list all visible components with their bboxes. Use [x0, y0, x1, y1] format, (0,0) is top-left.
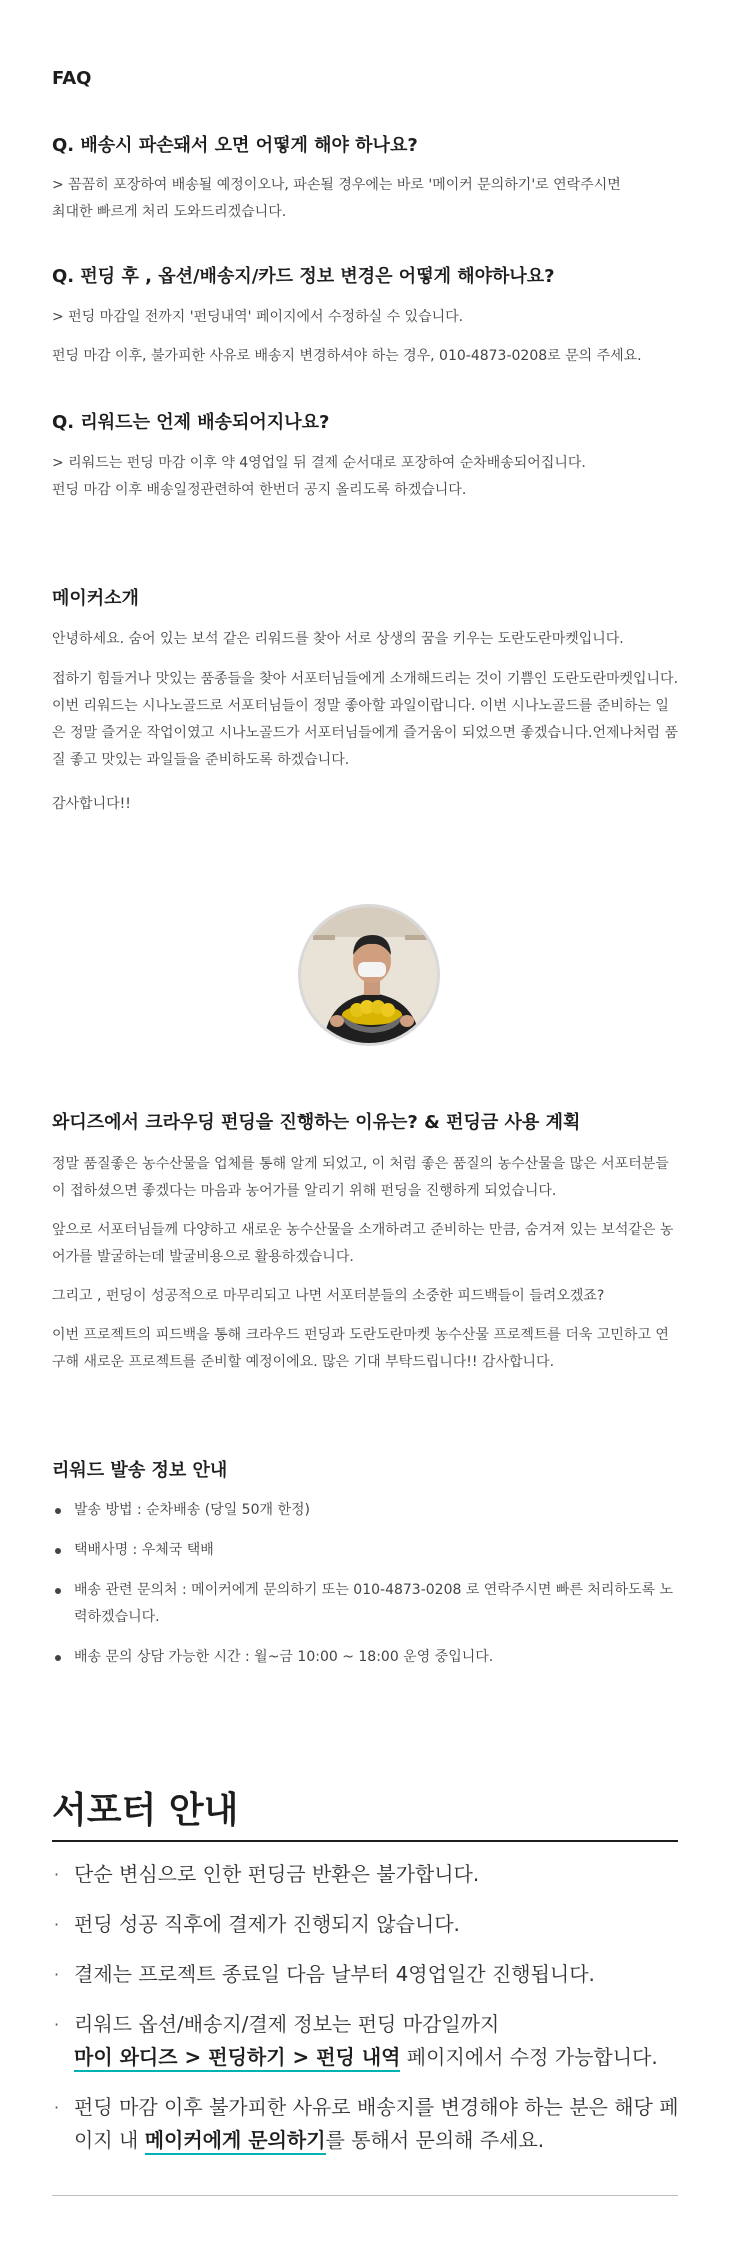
supporter-guide-text: 리워드 옵션/배송지/결제 정보는 펀딩 마감일까지 — [74, 2012, 500, 2036]
bottom-divider — [52, 2195, 678, 2196]
faq-question-1: Q. 배송시 파손돼서 오면 어떻게 해야 하나요? — [52, 135, 418, 156]
bullet-marker-icon: · — [54, 1865, 60, 1884]
bullet-marker-icon: · — [54, 2015, 60, 2034]
shipping-info-item — [52, 1537, 682, 1564]
bullet-dot-icon — [55, 1548, 61, 1554]
faq-question-3: Q. 리워드는 언제 배송되어지나요? — [52, 412, 330, 433]
faq-title: FAQ — [52, 68, 92, 89]
my-wadiz-funding-history-link[interactable]: 마이 와디즈 > 펀딩하기 > 펀딩 내역 — [74, 2045, 400, 2072]
faq-answer-3 — [52, 450, 682, 504]
shipping-info-item — [52, 1577, 682, 1631]
shipping-info-list — [52, 1497, 682, 1684]
reason-paragraph-2: 앞으로 서포터님들께 다양하고 새로운 농수산물을 소개하려고 준비하는 만큼, 숨겨져 있는 보석같은 농어가를 발굴하는데 발굴비용으로 활용하겠습니다. — [52, 1222, 674, 1265]
supporter-guide-text: 결제는 프로젝트 종료일 다음 날부터 4영업일간 진행됩니다. — [74, 1962, 595, 1986]
faq-answer-2-line-2: 펀딩 마감 이후, 불가피한 사유로 배송지 변경하셔야 하는 경우, 010-4873-0208로 문의 주세요. — [52, 348, 642, 364]
faq-answer-3-line-2: 펀딩 마감 이후 배송일정관련하여 한번더 공지 올리도록 하겠습니다. — [52, 482, 467, 498]
faq-answer-1-line-1: > 꼼꼼히 포장하여 배송될 예정이오나, 파손될 경우에는 바로 '메이커 문의하기'로 연락주시면 — [52, 177, 621, 193]
supporter-guide-item — [52, 2091, 682, 2157]
reason-paragraph-1: 정말 품질좋은 농수산물을 업체를 통해 알게 되었고, 이 처럼 좋은 품질의 농수산물을 많은 서포터분들이 접하셨으면 좋겠다는 마음과 농어가를 알리기 위해 펀딩을 진행하게 되었습니다. — [52, 1156, 669, 1199]
faq-answer-2 — [52, 304, 682, 370]
supporter-guide-list — [52, 1858, 682, 2174]
shipping-info-item — [52, 1644, 682, 1671]
maker-avatar — [298, 904, 440, 1046]
bullet-marker-icon: · — [54, 1965, 60, 1984]
maker-photo-image — [301, 907, 440, 1046]
faq-answer-2-line-1: > 펀딩 마감일 전까지 '펀딩내역' 페이지에서 수정하실 수 있습니다. — [52, 309, 464, 325]
supporter-guide-text: 를 통해서 문의해 주세요. — [325, 2128, 545, 2152]
faq-answer-1-line-2: 최대한 빠르게 처리 도와드리겠습니다. — [52, 204, 287, 220]
reason-paragraph-4: 이번 프로젝트의 피드백을 통해 크라우드 펀딩과 도란도란마켓 농수산물 프로젝트를 더욱 고민하고 연구해 새로운 프로젝트를 준비할 예정이에요. 많은 기대 부탁드립니다!! 감사합니다. — [52, 1327, 669, 1370]
reason-title: 와디즈에서 크라우딩 펀딩을 진행하는 이유는? & 펀딩금 사용 계획 — [52, 1112, 581, 1133]
supporter-guide-item — [52, 1908, 682, 1941]
faq-answer-3-line-1: > 리워드는 펀딩 마감 이후 약 4영업일 뒤 결제 순서대로 포장하여 순차배송되어집니다. — [52, 455, 586, 471]
supporter-guide-text: 펀딩 성공 직후에 결제가 진행되지 않습니다. — [74, 1912, 460, 1936]
shipping-info-text: 택배사명 : 우체국 택배 — [74, 1542, 214, 1558]
bullet-dot-icon — [55, 1588, 61, 1594]
supporter-guide-item — [52, 1958, 682, 1991]
reason-paragraph-3: 그리고 , 펀딩이 성공적으로 마무리되고 나면 서포터분들의 소중한 피드백들이 들려오겠죠? — [52, 1288, 605, 1304]
maker-paragraph-2: 접하기 힘들거나 맛있는 품종들을 찾아 서포터님들에게 소개해드리는 것이 기쁨인 도란도란마켓입니다. 이번 리워드는 시나노골드로 서포터님들이 정말 좋아할 과일이랍니다. 이번 시나노골드를 준비하는 일은 정말 즐거운 작업이였고 시나노골드가 서포터님들에게 즐거움이 되었으면 좋겠습니다.언제나처럼 품질 좋고 맛있는 과일들을 준비하도록 하겠습니다. — [52, 671, 679, 768]
shipping-info-title: 리워드 발송 정보 안내 — [52, 1460, 228, 1481]
shipping-info-item — [52, 1497, 682, 1524]
maker-paragraph-3: 감사합니다!! — [52, 796, 131, 812]
faq-answer-1 — [52, 172, 682, 226]
supporter-guide-item — [52, 2008, 682, 2074]
shipping-info-text: 발송 방법 : 순차배송 (당일 50개 한정) — [74, 1502, 310, 1518]
supporter-title-divider — [52, 1840, 678, 1842]
supporter-guide-text: 펀딩 마감 이후 불가피한 사유로 배송지를 변경해야 하는 분은 해당 페이지 내 — [74, 2095, 679, 2152]
bullet-dot-icon — [55, 1655, 61, 1661]
bullet-marker-icon: · — [54, 1915, 60, 1934]
bullet-dot-icon — [55, 1508, 61, 1514]
supporter-guide-text: 단순 변심으로 인한 펀딩금 반환은 불가합니다. — [74, 1862, 480, 1886]
bullet-marker-icon: · — [54, 2098, 60, 2117]
contact-maker-link[interactable]: 메이커에게 문의하기 — [145, 2128, 326, 2155]
maker-paragraph-1: 안녕하세요. 숨어 있는 보석 같은 리워드를 찾아 서로 상생의 꿈을 키우는 도란도란마켓입니다. — [52, 631, 624, 647]
supporter-guide-text: 페이지에서 수정 가능합니다. — [400, 2045, 658, 2069]
maker-intro-title: 메이커소개 — [52, 588, 139, 609]
shipping-info-text: 배송 관련 문의처 : 메이커에게 문의하기 또는 010-4873-0208 로 연락주시면 빠른 처리하도록 노력하겠습니다. — [74, 1582, 673, 1625]
faq-question-2: Q. 펀딩 후 , 옵션/배송지/카드 정보 변경은 어떻게 해야하나요? — [52, 266, 555, 287]
supporter-guide-title: 서포터 안내 — [52, 1790, 239, 1831]
supporter-guide-item — [52, 1858, 682, 1891]
shipping-info-text: 배송 문의 상담 가능한 시간 : 월~금 10:00 ~ 18:00 운영 중입니다. — [74, 1649, 494, 1665]
